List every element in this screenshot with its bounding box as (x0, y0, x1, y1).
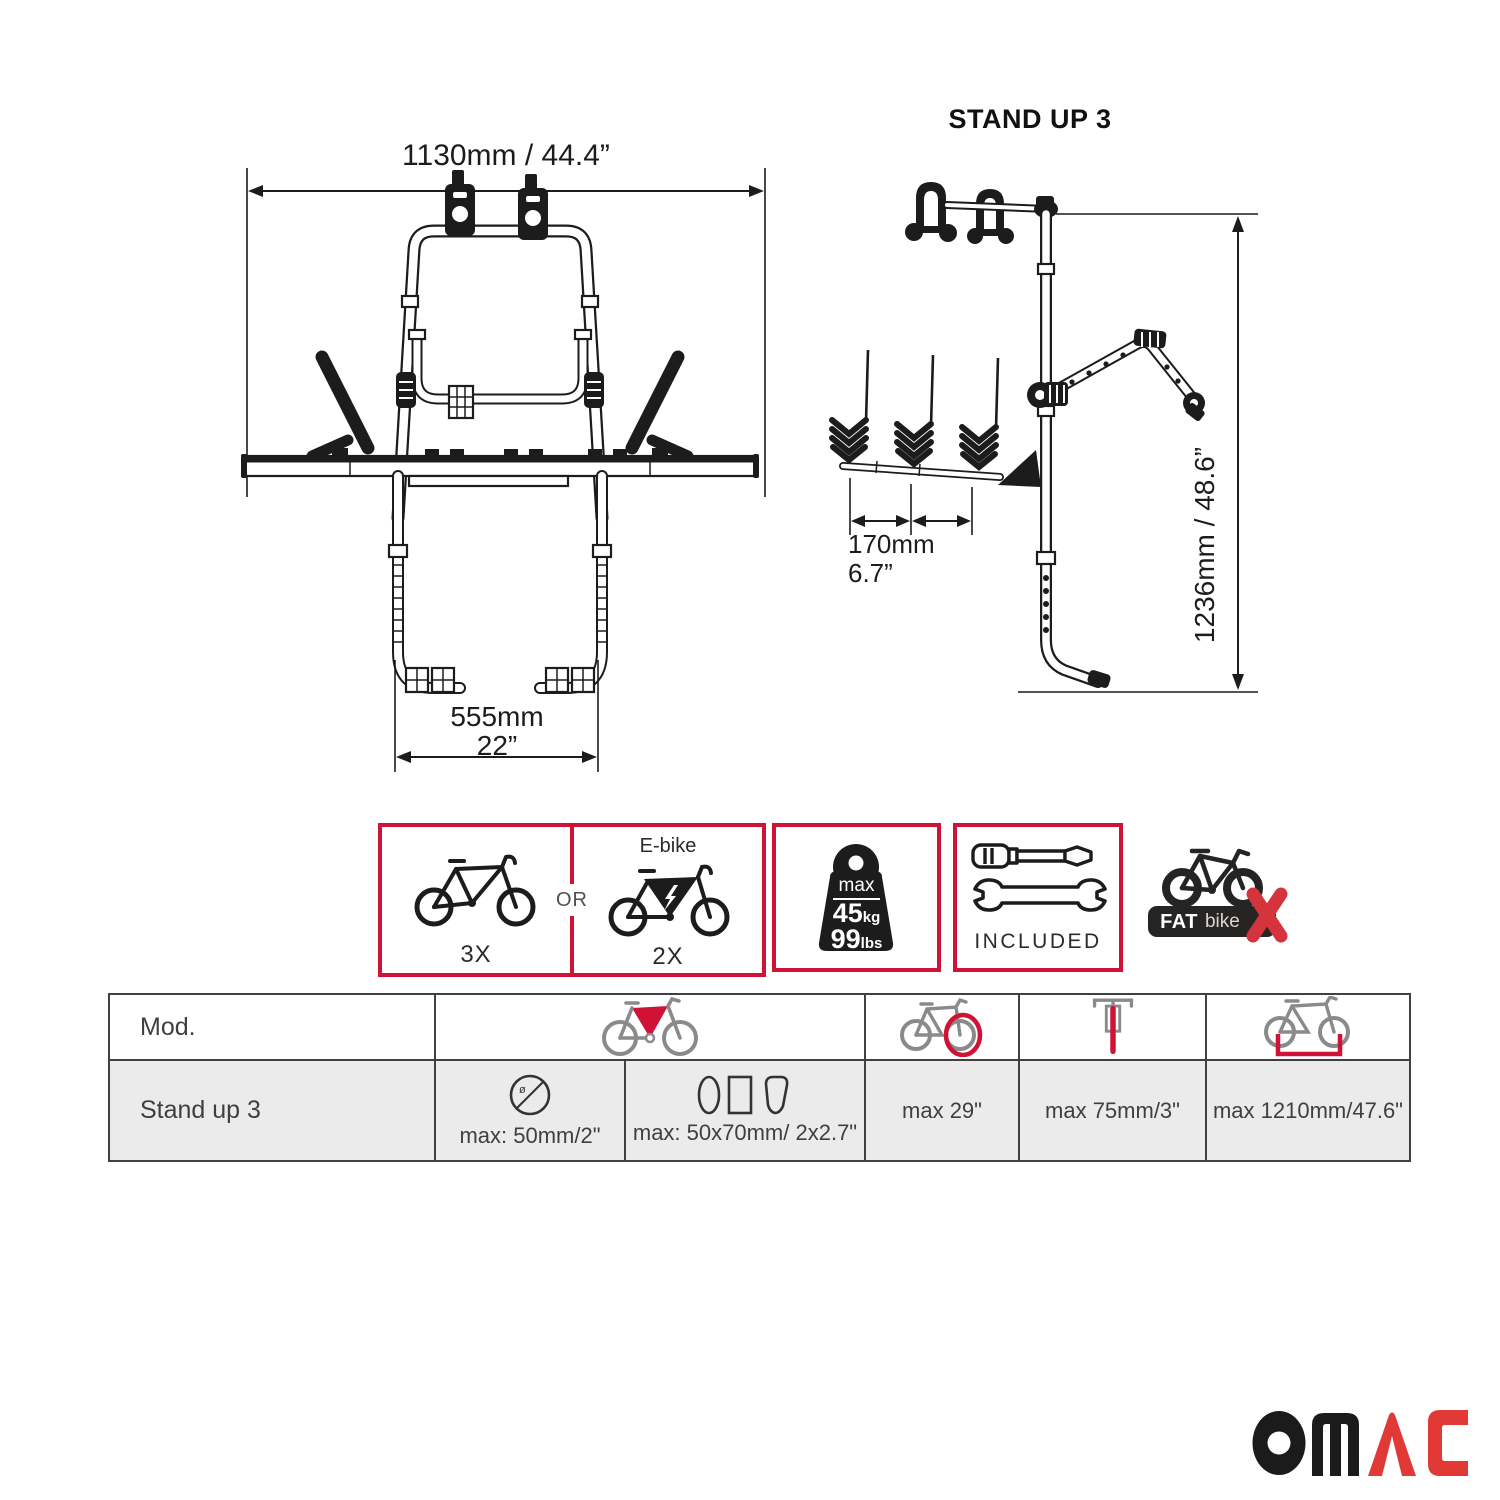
feature-box-max-weight (772, 823, 941, 972)
weight-kg-unit: kg (862, 909, 881, 926)
length-value: max 1210mm/47.6" (1212, 1097, 1403, 1123)
drawing-title: STAND UP 3 (948, 104, 1112, 134)
or-label: OR (550, 884, 594, 916)
wrench-icon (975, 880, 1105, 910)
feature-box-bikes (378, 823, 574, 977)
svg-text:ø: ø (519, 1084, 526, 1096)
dimension-foot-width-mm: 555mm (450, 701, 544, 732)
ebike-label: E-bike (639, 835, 697, 857)
hatch-hook-clamps (905, 182, 1014, 244)
fatbike-light-label: bike (1204, 911, 1240, 932)
weight-lbs-unit: lbs (860, 935, 883, 952)
arm-elbow-clamp (1133, 328, 1167, 348)
screwdriver-icon (973, 845, 1091, 867)
center-adjuster-knob (449, 386, 473, 418)
dimension-height: 1236mm / 48.6” (1189, 446, 1220, 644)
fatbike-bold-label: FAT (1160, 910, 1198, 933)
wheel-size-value: max 29" (902, 1097, 982, 1123)
omac-logo (1250, 1408, 1474, 1478)
fatbike-icon (1140, 838, 1295, 958)
weight-max-label: max (833, 875, 881, 900)
tube-profile-icon (697, 1075, 793, 1115)
tube-profile-value: max: 50x70mm/ 2x2.7" (632, 1120, 858, 1145)
ebike-icon (604, 861, 736, 941)
tools-icon (971, 843, 1109, 925)
cradle-straps (866, 350, 998, 429)
spec-table (108, 993, 1411, 1162)
dimension-width: 1130mm / 44.4” (402, 139, 610, 172)
tube-diameter-value: max: 50mm/2" (459, 1123, 601, 1148)
model-name: Stand up 3 (140, 1096, 261, 1124)
road-bike-icon (410, 847, 542, 933)
bike-length-icon (1256, 996, 1360, 1058)
feature-box-tools (953, 823, 1123, 972)
tools-included-label: INCLUDED (974, 930, 1102, 953)
strap-buckles (406, 668, 594, 692)
frame-clamp-right (518, 174, 548, 240)
dimension-foot-width-in: 22” (476, 730, 518, 761)
post-clamp-grip (1044, 382, 1068, 406)
spec-table-header-row (110, 995, 1409, 1061)
seatpost-value: max 75mm/3" (1045, 1097, 1180, 1123)
weight-lbs-value: 99 (830, 924, 861, 954)
weight-kg-value: 45 (832, 898, 863, 928)
col-model-header: Mod. (140, 1012, 196, 1041)
bike-count-label: 3X (460, 941, 492, 968)
tube-grip-right (584, 372, 604, 408)
tube-grip-left (396, 372, 416, 408)
feature-box-ebike (570, 823, 766, 977)
frame-size-icon (595, 997, 705, 1057)
tube-diameter-icon (507, 1072, 553, 1118)
wheel-size-icon (894, 997, 990, 1057)
frame-clamp-left (445, 170, 475, 236)
dimension-spacing-mm: 170mm (848, 529, 935, 559)
wheel-cradles (832, 420, 996, 467)
front-view-drawing (241, 168, 765, 772)
fatbike-not-compatible (1140, 838, 1295, 958)
leg-grip-texture (393, 565, 608, 642)
support-arm-right (632, 357, 678, 448)
spec-table-data-row (110, 1061, 1409, 1160)
dimension-spacing-in: 6.7” (848, 558, 893, 588)
ebike-count-label: 2X (652, 943, 684, 970)
support-arm-left (322, 357, 368, 448)
seatpost-size-icon (1085, 996, 1141, 1058)
